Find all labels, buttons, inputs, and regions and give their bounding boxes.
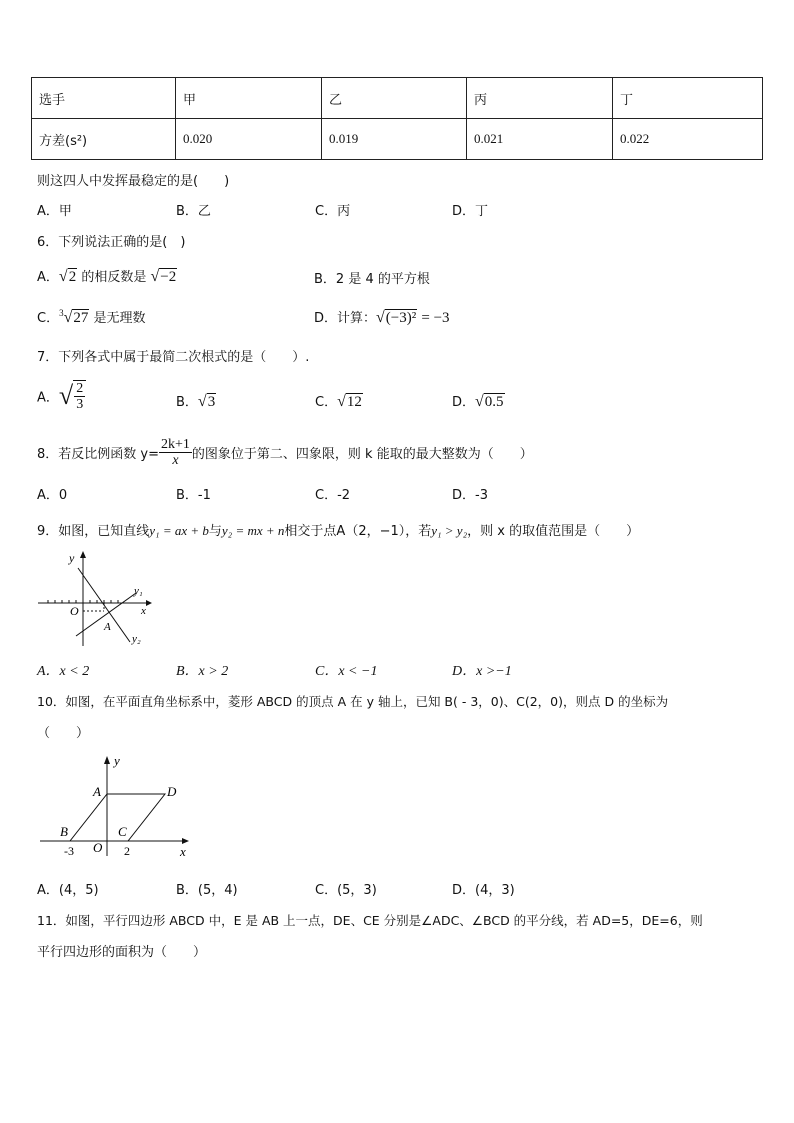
q9-post: ，则 x 的取值范围是（ ） bbox=[467, 524, 640, 539]
table-cell: 乙 bbox=[322, 78, 467, 119]
denominator: x bbox=[172, 453, 179, 468]
q6-stem: 6．下列说法正确的是( ) bbox=[37, 235, 186, 250]
q8-pre: 8．若反比例函数 y= bbox=[37, 447, 159, 462]
radical: √2 bbox=[58, 268, 77, 285]
option-label: C． bbox=[315, 395, 338, 410]
label-two: 2 bbox=[124, 844, 130, 858]
q6-option-a bbox=[37, 266, 177, 286]
y-arrow-icon bbox=[80, 551, 86, 558]
label-d: D bbox=[167, 784, 177, 799]
q10-stem-line1: 10．如图，在平面直角坐标系中，菱形 ABCD 的顶点 A 在 y 轴上，已知 B( - 3，0)、C(2，0)，则点 D 的坐标为 bbox=[37, 694, 669, 709]
q5-option-d: D．丁 bbox=[452, 204, 489, 219]
q9-condition: y₁ > y₂ bbox=[431, 523, 468, 538]
radicand: −2 bbox=[160, 269, 177, 285]
q11-stem-line1: 11．如图，平行四边形 ABCD 中，E 是 AB 上一点，DE、CE 分别是∠ADC、∠BCD 的平分线，若 AD=5，DE=6，则 bbox=[37, 913, 703, 928]
label-b: B bbox=[60, 824, 68, 839]
numerator: 2 bbox=[76, 381, 84, 396]
q10-option-d: D．(4，3) bbox=[452, 883, 515, 898]
q9-figure bbox=[36, 548, 154, 648]
q8-option-d: D．-3 bbox=[452, 488, 488, 503]
q8-option-c: C．-2 bbox=[315, 488, 351, 503]
radicand: 2 bbox=[68, 269, 77, 285]
result: = −3 bbox=[421, 310, 450, 326]
q10-option-b: B．(5，4) bbox=[176, 883, 238, 898]
option-text: 的相反数是 bbox=[81, 270, 147, 285]
option-label: D． bbox=[452, 395, 476, 410]
label-x: x bbox=[180, 844, 186, 859]
q7-option-b bbox=[176, 391, 216, 411]
table-cell: 甲 bbox=[176, 78, 322, 119]
radical: √−2 bbox=[150, 268, 177, 285]
radical: √0.5 bbox=[475, 393, 504, 410]
q7-option-c bbox=[315, 391, 363, 411]
table-cell: 丙 bbox=[467, 78, 613, 119]
table-cell: 方差(s²) bbox=[32, 119, 176, 160]
label-y1: y₁ bbox=[134, 585, 143, 597]
q7-option-d bbox=[452, 391, 505, 411]
table-cell: 0.021 bbox=[467, 119, 613, 160]
option-label: A． bbox=[37, 270, 59, 285]
table-cell: 0.022 bbox=[613, 119, 763, 160]
fraction bbox=[73, 380, 86, 412]
equation-y2: y₂ = mx + n bbox=[221, 523, 285, 538]
q9-option-d: D．x >−1 bbox=[452, 664, 512, 679]
root-index: 3 bbox=[59, 308, 64, 318]
radicand: 0.5 bbox=[484, 394, 504, 410]
label-a: A bbox=[93, 784, 101, 799]
q6-option-b: B．2 是 4 的平方根 bbox=[314, 272, 430, 287]
q8-post: 的图象位于第二、四象限，则 k 能取的最大整数为（ ） bbox=[191, 447, 533, 462]
q9-pre: 9．如图，已知直线 bbox=[37, 524, 150, 539]
q5-option-c: C．丙 bbox=[315, 204, 351, 219]
q10-option-c: C．(5，3) bbox=[315, 883, 377, 898]
label-x: x bbox=[141, 605, 146, 617]
table-row bbox=[32, 78, 763, 119]
q5-option-b: B．乙 bbox=[176, 204, 211, 219]
label-c: C bbox=[118, 824, 127, 839]
label-origin: O bbox=[70, 604, 79, 618]
variance-table bbox=[31, 77, 763, 160]
radicand: (−3)² bbox=[385, 310, 417, 326]
q9-option-c: C．x < −1 bbox=[315, 664, 378, 679]
radical: √12 bbox=[337, 393, 362, 410]
q7-option-a bbox=[37, 380, 86, 412]
q11-stem-line2: 平行四边形的面积为（ ） bbox=[37, 945, 207, 960]
q9-option-a: A．x < 2 bbox=[37, 664, 90, 679]
radicand: 12 bbox=[346, 394, 362, 410]
label-origin: O bbox=[93, 840, 103, 855]
cube-root: $^3$√27 bbox=[59, 308, 89, 326]
q8-option-a: A．0 bbox=[37, 488, 68, 503]
q9-stem bbox=[37, 520, 639, 539]
q5-stem: 则这四人中发挥最稳定的是( ) bbox=[37, 174, 230, 189]
label-y: y bbox=[69, 551, 75, 565]
q9-mid: 与 bbox=[208, 524, 222, 539]
label-y2: y₂ bbox=[132, 633, 141, 645]
option-label: D．计算： bbox=[314, 311, 377, 326]
label-point-a: A bbox=[104, 621, 111, 633]
q6-option-c bbox=[37, 307, 146, 327]
table-cell: 丁 bbox=[613, 78, 763, 119]
q9-option-b: B．x > 2 bbox=[176, 664, 229, 679]
radical: √3 bbox=[197, 393, 216, 410]
q10-figure bbox=[38, 752, 194, 860]
option-text: 是无理数 bbox=[93, 311, 146, 326]
option-label: C． bbox=[37, 311, 60, 326]
denominator: 3 bbox=[76, 397, 84, 412]
radicand: 27 bbox=[73, 310, 89, 326]
table-cell: 0.019 bbox=[322, 119, 467, 160]
numerator: 2k+1 bbox=[161, 437, 190, 452]
fraction bbox=[159, 437, 192, 468]
q9-point: A（2，−1），若 bbox=[336, 524, 432, 539]
label-y: y bbox=[114, 753, 120, 768]
label-neg3: -3 bbox=[64, 844, 74, 858]
q8-option-b: B．-1 bbox=[176, 488, 211, 503]
table-cell: 0.020 bbox=[176, 119, 322, 160]
table-row bbox=[32, 119, 763, 160]
y-arrow-icon bbox=[104, 756, 110, 764]
table-cell: 选手 bbox=[32, 78, 176, 119]
radical: √ bbox=[58, 381, 74, 410]
q9-mid2: 相交于点 bbox=[284, 524, 337, 539]
radicand: 3 bbox=[207, 394, 216, 410]
option-label: B． bbox=[176, 395, 198, 410]
q7-stem: 7．下列各式中属于最简二次根式的是（ ）. bbox=[37, 350, 310, 365]
q10-option-a: A．(4，5) bbox=[37, 883, 99, 898]
option-label: A． bbox=[37, 390, 59, 406]
q5-option-a: A．甲 bbox=[37, 204, 72, 219]
x-arrow-icon bbox=[146, 600, 152, 606]
radical: √(−3)² bbox=[376, 309, 417, 326]
q10-stem-line2: （ ） bbox=[37, 726, 90, 741]
equation-y1: y₁ = ax + b bbox=[149, 523, 209, 538]
q6-option-d bbox=[314, 307, 450, 327]
q8-stem bbox=[37, 437, 533, 468]
